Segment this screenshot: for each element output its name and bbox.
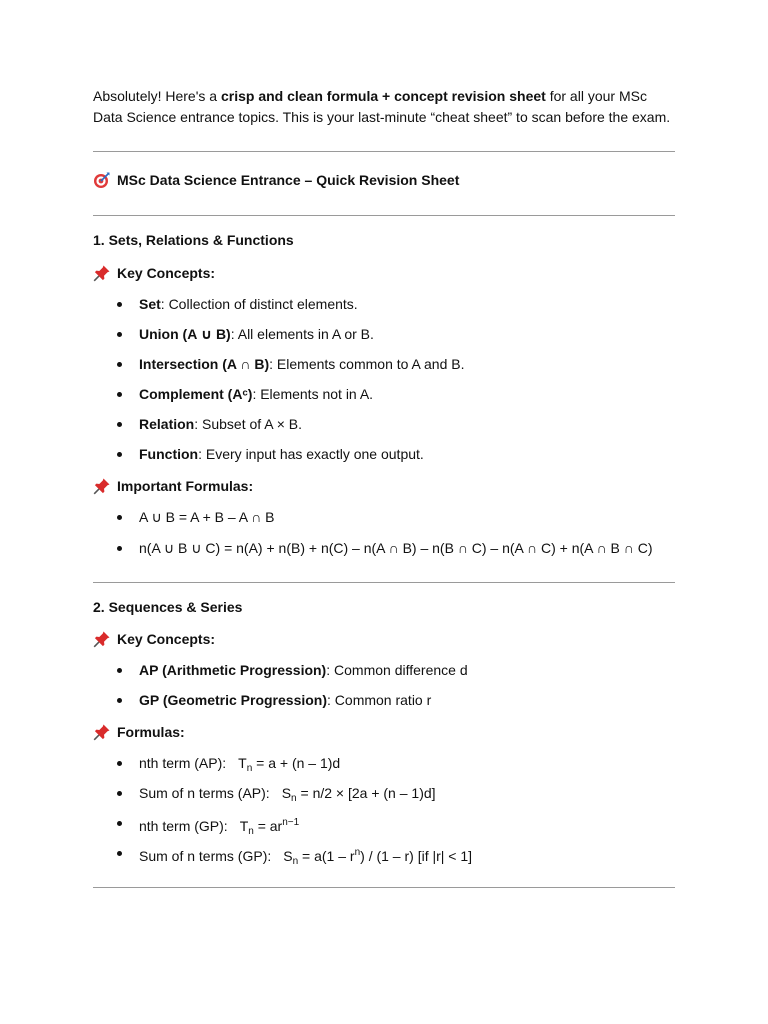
sheet-title <box>93 169 675 191</box>
list-item: Union (A ∪ B): All elements in A or B. <box>93 324 675 344</box>
divider <box>93 887 675 888</box>
section-heading-sequences: 2. Sequences & Series <box>93 599 243 615</box>
list-item: Intersection (A ∩ B): Elements common to A and B. <box>93 354 675 374</box>
list-item: Sum of n terms (AP): $S_n = n/2 \times [2a + (n - 1)d]$ <box>93 783 675 803</box>
list-item: Sum of n terms (GP): $S_n = a(1 - r^n) / (1 - r)$ [if |r| < 1] <box>93 843 675 863</box>
important-formulas-label: Important Formulas: <box>93 476 675 496</box>
formulas-label: Formulas: <box>93 722 675 742</box>
pushpin-icon <box>93 630 111 648</box>
pushpin-icon <box>93 477 111 495</box>
intro-tail: for all your MSc Data Science entrance topics. This is your last-minute “cheat sheet” to scan before the exam. <box>93 88 671 125</box>
concepts-list-sequences <box>93 660 675 710</box>
list-item: AP (Arithmetic Progression): Common difference d <box>93 660 675 680</box>
formulas-list-sets <box>93 507 675 558</box>
concepts-list-sets <box>93 294 675 464</box>
list-item: Relation: Subset of A × B. <box>93 414 675 434</box>
intro-bold: crisp and clean formula + concept revision sheet <box>220 88 546 104</box>
list-item: Function: Every input has exactly one output. <box>93 444 675 464</box>
key-concepts-label: Key Concepts: <box>93 629 675 649</box>
list-item: n(A ∪ B ∪ C) = n(A) + n(B) + n(C) – n(A ∩ B) – n(B ∩ C) – n(A ∩ C) + n(A ∩ B ∩ C) <box>93 538 675 558</box>
key-concepts-label: Key Concepts: <box>93 263 675 283</box>
list-item: GP (Geometric Progression): Common ratio r <box>93 690 675 710</box>
formulas-list-sequences <box>93 753 675 867</box>
intro-lead: Absolutely! Here's a <box>93 88 221 104</box>
list-item: A ∪ B = A + B – A ∩ B <box>93 507 675 527</box>
pushpin-icon <box>93 723 111 741</box>
list-item: Set: Collection of distinct elements. <box>93 294 675 314</box>
list-item: Complement (Aᶜ): Elements not in A. <box>93 384 675 404</box>
section-heading-sets: 1. Sets, Relations & Functions <box>93 232 294 248</box>
document-page <box>93 86 675 888</box>
list-item: nth term (AP): $T_n = a + (n - 1)d$ <box>93 753 675 773</box>
list-item: nth term (GP): $T_n = ar^{n-1}$ <box>93 813 675 833</box>
pushpin-icon <box>93 264 111 282</box>
intro-paragraph <box>93 86 675 127</box>
target-dart-icon <box>93 171 111 189</box>
sheet-title-text: MSc Data Science Entrance – Quick Revision Sheet <box>117 172 460 188</box>
